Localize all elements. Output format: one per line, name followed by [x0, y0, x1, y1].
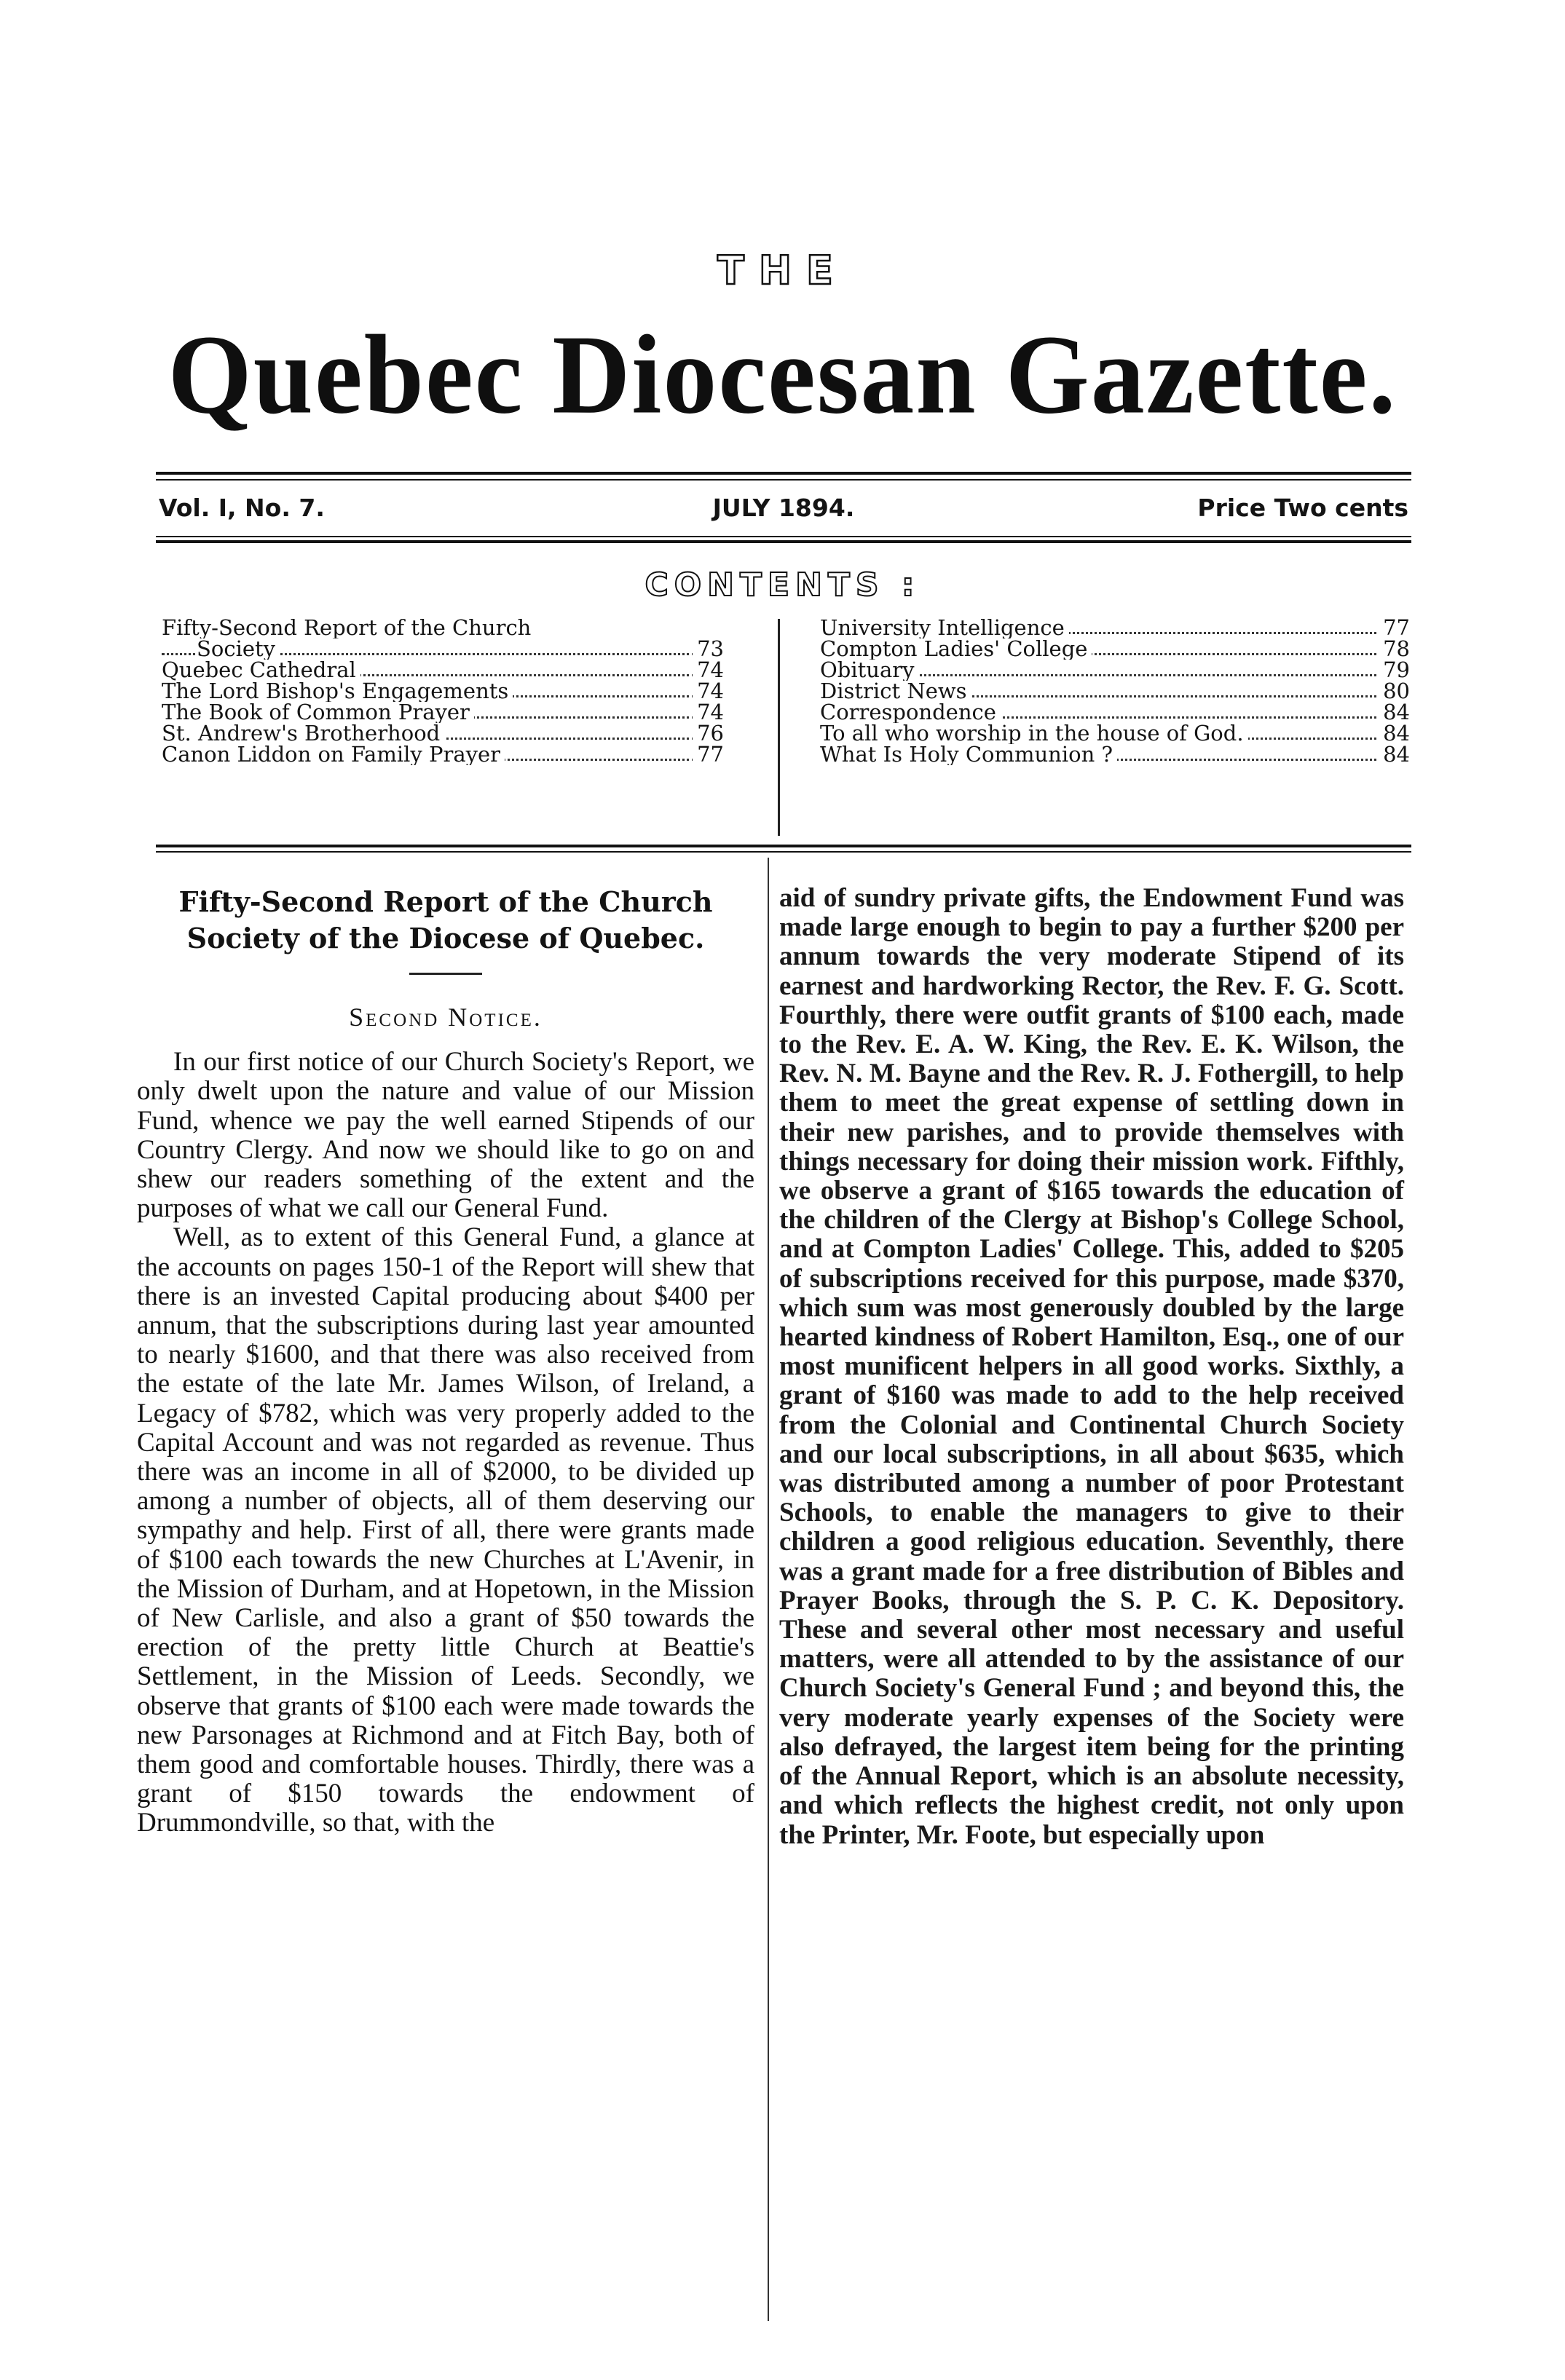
contents-entry-title: Correspondence [820, 702, 1001, 723]
contents-entry [162, 723, 724, 744]
contents-entry-page: 84 [1379, 702, 1410, 723]
contents-entry [162, 617, 724, 639]
article-paragraph: Well, as to extent of this General Fund, a glance at the accounts on pages 150-1 of the Report will shew that there is an invested Capital producing about $400 per annum, that the subscriptions during last year amounted to nearly $1600, and that there was also received from the estate of the late Mr. James Wilson, of Ireland, a Legacy of $782, which was very properly added to the Capital Account and was not regarded as revenue. Thus there was an income in all of $2000, to be divided up among a number of objects, all of them deserving our sympathy and help. First of all, there were grants made of $100 each towards the new Churches at L'Avenir, in the Mission of Durham, and at Hopetown, in the Mission of New Carlisle, and also a grant of $50 towards the erection of the pretty little Church at Beattie's Settlement, in the Mission of Leeds. Secondly, we observe that grants of $100 each were made towards the new Parsonages at Richmond and at Fitch Bay, both of them good and comfortable houses. Thirdly, there was a grant of $150 towards the endowment of Drummondville, so that, with the [137, 1222, 754, 1838]
contents-entry-page: 80 [1379, 681, 1410, 702]
article-right-column [779, 884, 1404, 1850]
contents-entry [820, 723, 1410, 744]
issue-price: Price Two cents [1197, 494, 1408, 522]
contents-entry-title: Canon Liddon on Family Prayer [162, 744, 505, 765]
contents-rule-thin [156, 851, 1411, 853]
contents-entry-page: 74 [693, 660, 724, 681]
contents-entry-page: 74 [693, 681, 724, 702]
article-paragraph: aid of sundry private gifts, the Endowment Fund was made large enough to begin to pay a further $200 per annum towards the very moderate Stipend of its earnest and hardworking Rector, the Rev. F. G. Scott. Fourthly, there were outfit grants of $100 each, made to the Rev. E. A. W. King, the Rev. E. K. Wilson, the Rev. N. M. Bayne and the Rev. R. J. Fothergill, to help them to meet the great expense of settling down in their new parishes, and to provide themselves with things necessary for doing their mission work. Fifthly, we observe a grant of $165 towards the education of the children of the Clergy at Bishop's College School, and at Compton Ladies' College. This, added to $205 of subscriptions received for this purpose, made $370, which sum was most generously doubled by the large hearted kindness of Robert Hamilton, Esq., one of our most munificent helpers in all good works. Sixthly, a grant of $160 was made to add to the help received from the Colonial and Continental Church Society and our local subscriptions, in all about $635, which was distributed among a number of poor Protestant Schools, to enable the managers to give to their children a good religious education. Seventhly, there was a grant made for a free distribution of Bibles and Prayer Books, through the S. P. C. K. Depository. These and several other most necessary and useful matters, were all attended to by the assistance of our Church Society's General Fund ; and beyond this, the very moderate yearly expenses of the Society were also defrayed, the largest item being for the printing of the Annual Report, which is an absolute necessity, and which reflects the highest credit, not only upon the Printer, Mr. Foote, but especially upon [779, 883, 1404, 1850]
masthead-rule-top-thin [156, 479, 1411, 481]
contents-entry-title: Obituary [820, 660, 918, 681]
contents-entry-title: District News [820, 681, 971, 702]
contents-entry-page: 76 [693, 723, 724, 744]
column-divider [768, 858, 769, 2321]
contents-entry-title: Fifty-Second Report of the Church [162, 617, 535, 639]
contents-entry [820, 681, 1410, 702]
issue-rule-thin [156, 536, 1411, 537]
article-notice: Second Notice. [349, 1003, 543, 1032]
masthead-the: THE [717, 248, 848, 293]
contents-entry [820, 639, 1410, 660]
contents-entry-title: To all who worship in the house of God. [820, 723, 1248, 744]
contents-entry-title: University Intelligence [820, 617, 1069, 639]
contents-entry-page: 84 [1379, 744, 1410, 765]
article-paragraph: In our first notice of our Church Society's Report, we only dwelt upon the nature and value of our Mission Fund, whence we pay the well earned Stipends of our Country Clergy. And now we should like to go on and shew our readers something of the extent and the purposes of what we call our General Fund. [137, 1047, 754, 1224]
contents-entry-title: Compton Ladies' College [820, 639, 1092, 660]
newspaper-title: Quebec Diocesan Gazette. [167, 312, 1398, 438]
masthead-rule-top [156, 472, 1411, 475]
contents-entry-page: 73 [693, 639, 724, 660]
contents-entry-page: 77 [1379, 617, 1410, 639]
contents-entry-page: 78 [1379, 639, 1410, 660]
contents-left-column [162, 617, 724, 765]
issue-date: JULY 1894. [712, 494, 855, 522]
contents-heading: CONTENTS : [644, 566, 921, 604]
contents-divider [778, 619, 780, 836]
title-rule [409, 973, 482, 975]
issue-rule-thick [156, 540, 1411, 543]
contents-entry [820, 617, 1410, 639]
contents-entry [820, 744, 1410, 765]
contents-entry-page: 74 [693, 702, 724, 723]
issue-bar [156, 494, 1411, 527]
article-left-column [137, 884, 754, 1838]
contents-entry-page: 79 [1379, 660, 1410, 681]
contents-entry [820, 660, 1410, 681]
contents-entry-title: The Lord Bishop's Engagements [162, 681, 513, 702]
contents-entry [162, 681, 724, 702]
article-title: Fifty-Second Report of the Church Society of the Diocese of Quebec. [178, 885, 713, 954]
contents-entry [162, 744, 724, 765]
contents-rule-thick [156, 845, 1411, 847]
contents-entry-page: 84 [1379, 723, 1410, 744]
contents-entry-title: Society [197, 639, 280, 660]
contents-entry-title: What Is Holy Communion ? [820, 744, 1117, 765]
contents-entry [162, 660, 724, 681]
issue-volume: Vol. I, No. 7. [159, 494, 325, 522]
contents-entry [162, 639, 724, 660]
contents-entry-page: 77 [693, 744, 724, 765]
contents-entry-title: St. Andrew's Brotherhood [162, 723, 444, 744]
contents-entry [162, 702, 724, 723]
contents-right-column [820, 617, 1410, 765]
contents-entry-title: Quebec Cathedral [162, 660, 360, 681]
contents-entry [820, 702, 1410, 723]
contents-entry-title: The Book of Common Prayer [162, 702, 474, 723]
